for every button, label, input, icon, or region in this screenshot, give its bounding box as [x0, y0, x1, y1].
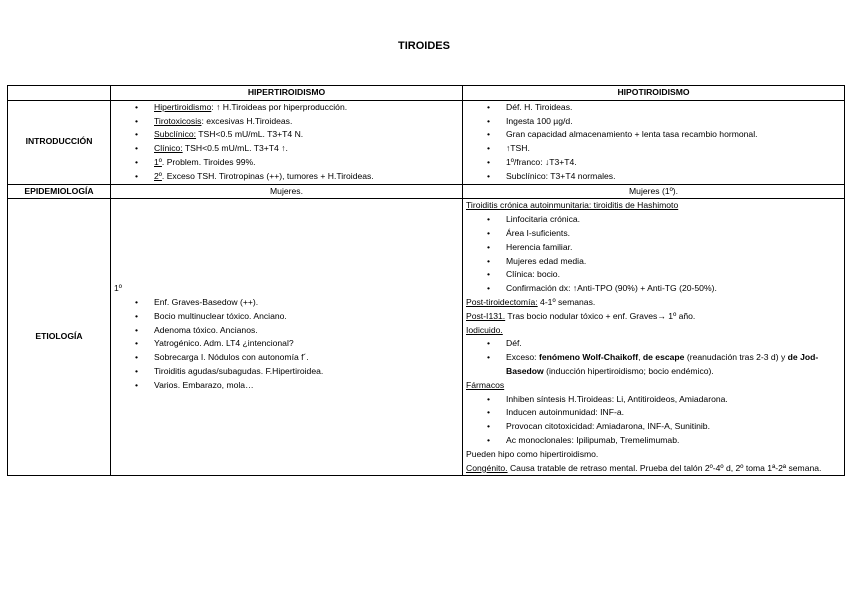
intro-hipo-list [466, 101, 841, 184]
list-item: • Ac monoclonales: Ipilipumab, Tremelimumab. [506, 434, 841, 448]
list-item: • Mujeres edad media. [506, 255, 841, 269]
list-item: • 1º/franco: ↓T3+T4. [506, 156, 841, 170]
page-title: TIROIDES [398, 40, 450, 52]
congenito-text: Congénito. Causa tratable de retraso mental. Prueba del talón 2º-4º d, 2º toma 1ª-2ª semana. [466, 462, 822, 473]
intro-hipo-cell [463, 100, 845, 184]
list-item: • Hipertiroidismo: ↑ H.Tiroideas por hiperproducción. [154, 101, 459, 115]
list-item: • Subclínico: T3+T4 normales. [506, 170, 841, 184]
list-item: • Inducen autoinmunidad: INF-a. [506, 406, 841, 420]
list-item: • ↑TSH. [506, 142, 841, 156]
etio-hipo-cell [463, 199, 845, 476]
list-item: • Área I-suficients. [506, 227, 841, 241]
list-item: • Bocio multinuclear tóxico. Anciano. [154, 310, 459, 324]
list-item: • Inhiben síntesis H.Tiroideas: Li, Antitiroideos, Amiadarona. [506, 393, 841, 407]
post-i131: Post-I131. Tras bocio nodular tóxico + enf. Graves→ 1º año. [466, 310, 696, 321]
list-item: • Déf. [506, 337, 841, 351]
label-introduccion: INTRODUCCIÓN [8, 100, 111, 184]
list-item: • Gran capacidad almacenamiento + lenta tasa recambio hormonal. [506, 128, 841, 142]
header-hipertiroidismo: HIPERTIROIDISMO [111, 86, 463, 101]
farmacos-title: Fármacos [466, 379, 505, 390]
epi-hiper: Mujeres. [111, 184, 463, 199]
post-tiroidectomia: Post-tiroidectomía: 4-1º semanas. [466, 296, 596, 307]
list-item: • Varios. Embarazo, mola… [154, 379, 459, 393]
iodo-title: Iodicuido. [466, 324, 503, 335]
list-item: • 1º. Problem. Tiroides 99%. [154, 156, 459, 170]
list-item: • Exceso: fenómeno Wolf-Chaikoff, de escape (reanudación tras 2-3 d) y de Jod-Basedow (inducción hipertiroidismo; bocio endémico). [506, 351, 841, 379]
list-item: • Subclínico: TSH<0.5 mU/mL. T3+T4 N. [154, 128, 459, 142]
list-item: • Provocan citotoxicidad: Amiadarona, INF-A, Sunitinib. [506, 420, 841, 434]
list-item: • Yatrogénico. Adm. LT4 ¿intencional? [154, 337, 459, 351]
list-item: • Tirotoxicosis: excesivas H.Tiroideas. [154, 115, 459, 129]
list-item: • Confirmación dx: ↑Anti-TPO (90%) + Anti-TG (20-50%). [506, 282, 841, 296]
label-epidemiologia: EPIDEMIOLOGÍA [8, 184, 111, 199]
row-etiologia [8, 199, 845, 476]
intro-hiper-list [114, 101, 459, 184]
etio-hiper-lead: 1º [114, 283, 122, 294]
list-item: • Herencia familiar. [506, 241, 841, 255]
list-item: • Linfocitaria crónica. [506, 213, 841, 227]
pueden-text: Pueden hipo como hipertiroidismo. [466, 448, 599, 459]
etio-hiper-list [114, 296, 459, 393]
label-etiologia: ETIOLOGÍA [8, 199, 111, 476]
etio-hiper-cell [111, 199, 463, 476]
epi-hipo: Mujeres (1º). [463, 184, 845, 199]
list-item: • Clínico: TSH<0.5 mU/mL. T3+T4 ↑. [154, 142, 459, 156]
tiroides-table [7, 85, 845, 476]
header-hipotiroidismo: HIPOTIROIDISMO [463, 86, 845, 101]
intro-hiper-cell [111, 100, 463, 184]
hashimoto-title: Tiroiditis crónica autoinmunitaria: tiroiditis de Hashimoto [466, 200, 679, 211]
list-item: • Enf. Graves-Basedow (++). [154, 296, 459, 310]
iodo-list [466, 337, 841, 378]
list-item: • Sobrecarga I. Nódulos con autonomía f´. [154, 351, 459, 365]
list-item: • Déf. H. Tiroideas. [506, 101, 841, 115]
list-item: • Adenoma tóxico. Ancianos. [154, 324, 459, 338]
farmacos-list [466, 393, 841, 448]
hashimoto-list [466, 213, 841, 296]
row-introduccion [8, 100, 845, 184]
header-row [8, 86, 845, 101]
list-item: • Tiroiditis agudas/subagudas. F.Hipertiroidea. [154, 365, 459, 379]
row-epidemiologia [8, 184, 845, 199]
list-item: • 2º. Exceso TSH. Tirotropinas (++), tumores + H.Tiroideas. [154, 170, 459, 184]
list-item: • Ingesta 100 µg/d. [506, 115, 841, 129]
list-item: • Clínica: bocio. [506, 268, 841, 282]
corner-cell [8, 86, 111, 101]
